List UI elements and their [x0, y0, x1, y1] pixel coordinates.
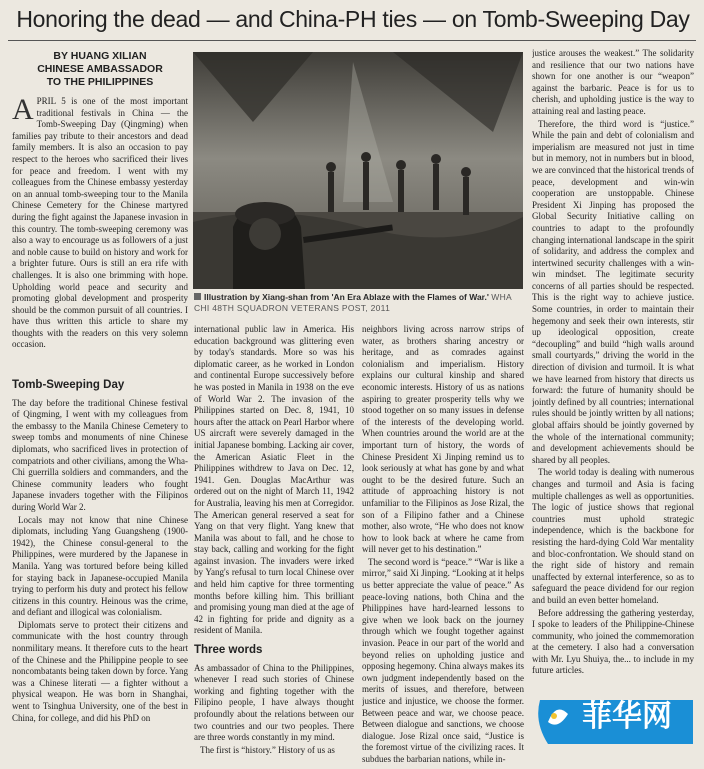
body-paragraph: justice arouses the weakest.” The solidarity and resilience that our two nations have shown for one another is our “weapon” against the barbaric. Peace is for us to cherish, and upholding justice is the way to attaining real and lasting peace.: [532, 48, 694, 116]
illustration-caption: [194, 292, 524, 314]
body-paragraph: Therefore, the third word is “justice.” While the pain and debt of colonialism and imperialism are measured not just in time but in memory, not in numbers but in blood, we are convinced that the historical trends of peace, development and win-win cooperation are unstoppable. Chinese President Xi Jinping has proposed the Global Security Initiative calling on countries to adapt to the profoundly changing international landscape in the spirit of solidarity, and address the complex and intertwined security challenges with a win-win mindset. The legitimate security concerns of all parties should be respected. This is the right way to achieve justice. Some countries, in order to maintain their hegemony and seek their own interests, stir up ideological opposition, create “decoupling” and build “high walls around small courtyards,” driving the world in the direction of division and turmoil. It is what we have learned from history that directs us forward: the future of humanity should be jointly defined by all countries; international rules should be jointly written by all nations; global affairs should be jointly governed by the whole of the international community; and development achievements should be shared by all peoples.: [532, 118, 694, 465]
body-paragraph: Locals may not know that nine Chinese diplomats, including Yang Guangsheng (1900-1942), the Chinese consul-general to the Philippines, were murdered by the Japanese in Manila. Yang was tortured before being killed for staying back in Japanese-occupied Manila trying to perform his duty and protect his fellow citizens in this country. Heinous was the crime, and defiant and illogical was colonialism.: [12, 514, 188, 618]
caption-text: Illustration by Xiang-shan from 'An Era Ablaze with the Flames of War.': [204, 292, 489, 302]
war-illustration: [193, 52, 523, 289]
byline-author: BY HUANG XILIAN: [53, 50, 147, 62]
column-3: [362, 324, 524, 764]
watermark-text: 菲华网: [582, 699, 672, 734]
dropcap: A: [12, 96, 34, 126]
body-paragraph: neighbors living across narrow strips of water, as brothers sharing ancestry or heritage, and as comrades against colonialism and imperialism. History explains our cultural kinship and shared economic interests. History of us as nations aspiring to greater prosperity tells why we stood together on so many issues in defense of the interests of the developing world. When countries around the world are at the important turn of history, the words of Chinese President Xi Jinping remind us to look seriously at what has gone by and what ought to be the desired future. Such an attitude of approaching history is not unfamiliar to the Filipinos as Jose Rizal, the son of a Filipino father and a Chinese mother, also wrote, “He who does not know how to look back at where he came from will never get to his destination.”: [362, 324, 524, 555]
section-heading-three-words: Three words: [194, 644, 263, 657]
intro-paragraph: APRIL 5 is one of the most important traditional festivals in China — the Tomb-Sweeping Day (Qingming) when families pay tribute to their ancestors and dead family members. It is also an occasion to pay respect to the heroes who sacrificed their lives for peace and freedom. I went with my colleagues from the Chinese embassy yesterday on an annual tomb-sweeping tour to the Manila Chinese Cemetery for the Chinese martyred during the fight against the Japanese invasion in this country. The tomb-sweeping ceremony was also a way to encourage us as followers of a just and noble cause to build on history and work for a brighter future. Ours is still an era rife with challenges. It is also one brimming with hope. Upholding world peace and security and promoting global development and prosperity should be the common pursuit of all countries. I have thus written this article to share my thoughts with the readers on this very solemn occasion.: [12, 96, 188, 350]
body-paragraph: As ambassador of China to the Philippines, whenever I read such stories of Chinese working and fighting together with the Filipino people, I have always thought profoundly about the relations between our two countries and our two peoples. There are three words constantly in my mind.: [194, 662, 354, 743]
body-paragraph: The world today is dealing with numerous changes and turmoil and Asia is facing multiple challenges as well as opportunities. The logic of justice shows that regional countries must uphold strategic independence, which is the backbone for resisting the hard-dying Cold War mentality and bloc-confrontation. We should stand on the right side of history and remain unaffected by external interference, so as to safeguard the peace dividend for our region and build an even better homeland.: [532, 467, 694, 605]
war-illustration-image: [193, 52, 523, 289]
body-paragraph: international public law in America. His education background was glittering even by today's standards. More so was his diplomatic career, as he worked in London and continental Europe successively before he was posted in Manila in 1938 on the eve of World War 2. The invasion of the Philippines started on Dec. 8, 1941, 10 hours after the attack on Pearl Harbor where US aircraft were severely damaged in the initial Japanese bombing. Lacking air cover, the American Asiatic Fleet in the Philippines withdrew to Java on Dec. 12, 1941. Gen. Douglas MacArthur was ordered out on the night of March 11, 1942 for Australia, leaving his men at Corregidor. The American general reserved a seat for Yang on that very flight. Yang knew that Manila was about to fall, and he chose to stay back, calling and working for the fight against invasion. The invaders were irked by Yang's refusal to turn local Chinese over and held him captive for three tormenting months before killing him. This brilliant and promising young man died at the age of 42 in fighting for pride and dignity as a resident of Manila.: [194, 324, 354, 636]
column-2: [194, 324, 354, 764]
caption-credit: WHA CHI 48TH SQUADRON VETERANS POST, 2011: [194, 292, 512, 313]
byline: [12, 50, 188, 89]
byline-country: TO THE PHILIPPINES: [46, 76, 154, 88]
byline-title: CHINESE AMBASSADOR: [37, 63, 163, 75]
intro-column: [12, 96, 188, 400]
body-paragraph: The day before the traditional Chinese festival of Qingming, I went with my colleagues from the embassy to the Manila Chinese Cemetery to sweep tombs and monuments of nine Chinese diplomats, who sacrificed lives in protection of compatriots and other civilians, among the Wha-Chi guerrilla soldiers and commanders, and the Chinese community leaders who fought Japanese invaders together with the Filipinos during World War 2.: [12, 397, 188, 512]
body-paragraph: Before addressing the gathering yesterday, I spoke to leaders of the Philippine-Chinese community, who joined the commemoration at the cemetery. I also had a conversation with Mr. Lyu Shuiya, the... to include in my future articles.: [532, 607, 694, 676]
body-paragraph: The first is “history.” History of us as: [200, 744, 335, 755]
tomb-sweeping-column: [12, 372, 188, 764]
body-paragraph: The second word is “peace.” “War is like a mirror,” said Xi Jinping. “Looking at it helps us better appreciate the value of peace.” As peace-loving nations, both China and the Philippines have hard-learned lessons to give when we look back on the journey through which we fought together against invasion. Peace in our part of the world and beyond relies on upholding justice and opposing hegemony. China always makes its own judgment independently based on the merits of issues, and therefore, between justice and injustice, we choose the former. Between peace and war, we choose peace. Between dialogue and sanctions, we choose dialogue. Jose Rizal once said, “Justice is the foremost virtue of the civilizing races. It subdues the barbarian nations, while in-: [362, 556, 524, 764]
headline-rule: [8, 40, 696, 41]
headline: Honoring the dead — and China-PH ties — on Tomb-Sweeping Day: [16, 6, 690, 32]
section-heading-tomb-sweeping: Tomb-Sweeping Day: [12, 379, 125, 391]
column-4: [532, 48, 694, 764]
body-paragraph: Diplomats serve to protect their citizens and communicate with the host country through nonmilitary means. It therefore cuts to the heart of the Chinese and the Philippine people to see noncombatants being taken down by force. Yang was a Chinese literati — a fighter without a physical weapon. He was born in Shanghai, went to Tsinghua University, one of the best in China, for college, and did his PhD on: [12, 619, 188, 723]
caption-marker-icon: [194, 293, 201, 300]
